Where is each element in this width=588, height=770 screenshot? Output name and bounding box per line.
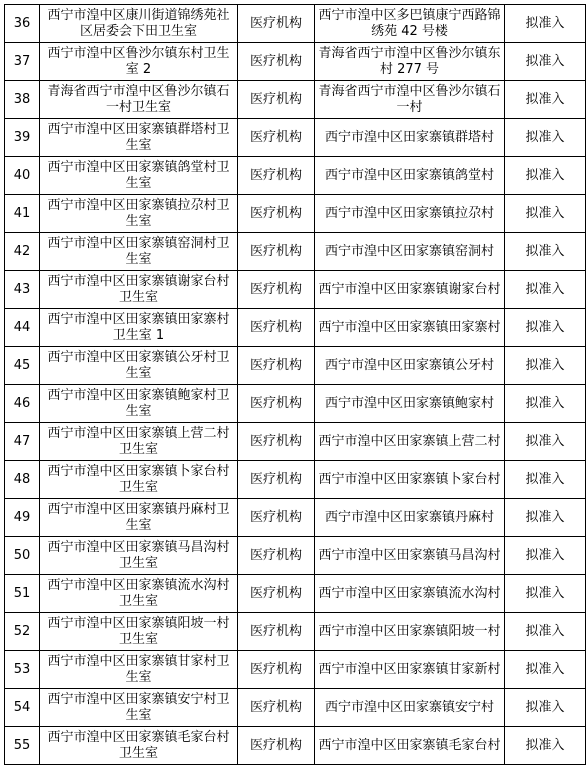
- address-cell: 西宁市湟中区田家寨镇公牙村: [315, 347, 505, 385]
- address-cell: 西宁市湟中区田家寨镇鲍家村: [315, 385, 505, 423]
- table-row: [5, 195, 586, 233]
- institution-type-cell: 医疗机构: [238, 537, 315, 575]
- institution-table: [4, 4, 586, 765]
- address-cell: 西宁市湟中区田家寨镇拉尕村: [315, 195, 505, 233]
- row-number-cell: 54: [5, 689, 40, 727]
- address-cell: 西宁市湟中区田家寨镇甘家新村: [315, 651, 505, 689]
- institution-type-cell: 医疗机构: [238, 5, 315, 43]
- institution-name-cell: 西宁市湟中区田家寨镇田家寨村卫生室 1: [40, 309, 238, 347]
- institution-name-cell: 西宁市湟中区田家寨镇阳坡一村卫生室: [40, 613, 238, 651]
- status-cell: 拟准入: [505, 347, 586, 385]
- table-row: [5, 309, 586, 347]
- table-row: [5, 347, 586, 385]
- status-cell: 拟准入: [505, 233, 586, 271]
- institution-type-cell: 医疗机构: [238, 613, 315, 651]
- row-number-cell: 46: [5, 385, 40, 423]
- status-cell: 拟准入: [505, 613, 586, 651]
- table-row: [5, 689, 586, 727]
- status-cell: 拟准入: [505, 461, 586, 499]
- table-row: [5, 537, 586, 575]
- address-cell: 西宁市湟中区田家寨镇田家寨村: [315, 309, 505, 347]
- table-row: [5, 233, 586, 271]
- row-number-cell: 36: [5, 5, 40, 43]
- table-row: [5, 43, 586, 81]
- row-number-cell: 50: [5, 537, 40, 575]
- row-number-cell: 53: [5, 651, 40, 689]
- row-number-cell: 48: [5, 461, 40, 499]
- table-row: [5, 651, 586, 689]
- address-cell: 西宁市湟中区田家寨镇流水沟村: [315, 575, 505, 613]
- row-number-cell: 45: [5, 347, 40, 385]
- institution-name-cell: 西宁市湟中区田家寨镇卜家台村卫生室: [40, 461, 238, 499]
- table-row: [5, 613, 586, 651]
- institution-name-cell: 西宁市湟中区田家寨镇毛家台村卫生室: [40, 727, 238, 765]
- address-cell: 西宁市湟中区田家寨镇丹麻村: [315, 499, 505, 537]
- institution-name-cell: 西宁市湟中区田家寨镇马昌沟村卫生室: [40, 537, 238, 575]
- institution-name-cell: 西宁市湟中区田家寨镇丹麻村卫生室: [40, 499, 238, 537]
- institution-name-cell: 西宁市湟中区田家寨镇上营二村卫生室: [40, 423, 238, 461]
- status-cell: 拟准入: [505, 727, 586, 765]
- institution-name-cell: 西宁市湟中区田家寨镇拉尕村卫生室: [40, 195, 238, 233]
- institution-name-cell: 青海省西宁市湟中区鲁沙尔镇石一村卫生室: [40, 81, 238, 119]
- table-row: [5, 5, 586, 43]
- row-number-cell: 49: [5, 499, 40, 537]
- status-cell: 拟准入: [505, 43, 586, 81]
- institution-name-cell: 西宁市湟中区田家寨镇安宁村卫生室: [40, 689, 238, 727]
- row-number-cell: 41: [5, 195, 40, 233]
- institution-name-cell: 西宁市湟中区康川街道锦绣苑社区居委会下田卫生室: [40, 5, 238, 43]
- status-cell: 拟准入: [505, 423, 586, 461]
- row-number-cell: 52: [5, 613, 40, 651]
- status-cell: 拟准入: [505, 5, 586, 43]
- address-cell: 西宁市湟中区田家寨镇马昌沟村: [315, 537, 505, 575]
- address-cell: 青海省西宁市湟中区鲁沙尔镇东村 277 号: [315, 43, 505, 81]
- address-cell: 西宁市湟中区田家寨镇卜家台村: [315, 461, 505, 499]
- address-cell: 青海省西宁市湟中区鲁沙尔镇石一村: [315, 81, 505, 119]
- address-cell: 西宁市湟中区田家寨镇鸽堂村: [315, 157, 505, 195]
- status-cell: 拟准入: [505, 271, 586, 309]
- table-row: [5, 423, 586, 461]
- address-cell: 西宁市湟中区田家寨镇上营二村: [315, 423, 505, 461]
- row-number-cell: 44: [5, 309, 40, 347]
- status-cell: 拟准入: [505, 309, 586, 347]
- row-number-cell: 55: [5, 727, 40, 765]
- institution-type-cell: 医疗机构: [238, 727, 315, 765]
- table-row: [5, 461, 586, 499]
- table-row: [5, 81, 586, 119]
- row-number-cell: 47: [5, 423, 40, 461]
- institution-type-cell: 医疗机构: [238, 309, 315, 347]
- row-number-cell: 43: [5, 271, 40, 309]
- institution-name-cell: 西宁市湟中区鲁沙尔镇东村卫生室 2: [40, 43, 238, 81]
- institution-name-cell: 西宁市湟中区田家寨镇公牙村卫生室: [40, 347, 238, 385]
- address-cell: 西宁市湟中区田家寨镇谢家台村: [315, 271, 505, 309]
- address-cell: 西宁市湟中区田家寨镇安宁村: [315, 689, 505, 727]
- institution-type-cell: 医疗机构: [238, 689, 315, 727]
- institution-name-cell: 西宁市湟中区田家寨镇鸽堂村卫生室: [40, 157, 238, 195]
- institution-type-cell: 医疗机构: [238, 575, 315, 613]
- table-row: [5, 385, 586, 423]
- institution-type-cell: 医疗机构: [238, 423, 315, 461]
- institution-type-cell: 医疗机构: [238, 81, 315, 119]
- status-cell: 拟准入: [505, 499, 586, 537]
- institution-name-cell: 西宁市湟中区田家寨镇窑洞村卫生室: [40, 233, 238, 271]
- address-cell: 西宁市湟中区田家寨镇阳坡一村: [315, 613, 505, 651]
- institution-type-cell: 医疗机构: [238, 119, 315, 157]
- address-cell: 西宁市湟中区田家寨镇毛家台村: [315, 727, 505, 765]
- address-cell: 西宁市湟中区田家寨镇窑洞村: [315, 233, 505, 271]
- row-number-cell: 39: [5, 119, 40, 157]
- status-cell: 拟准入: [505, 575, 586, 613]
- status-cell: 拟准入: [505, 195, 586, 233]
- institution-type-cell: 医疗机构: [238, 271, 315, 309]
- institution-type-cell: 医疗机构: [238, 233, 315, 271]
- table-row: [5, 727, 586, 765]
- status-cell: 拟准入: [505, 81, 586, 119]
- table-body: [5, 5, 586, 765]
- institution-type-cell: 医疗机构: [238, 461, 315, 499]
- institution-type-cell: 医疗机构: [238, 43, 315, 81]
- status-cell: 拟准入: [505, 689, 586, 727]
- table-row: [5, 119, 586, 157]
- status-cell: 拟准入: [505, 157, 586, 195]
- status-cell: 拟准入: [505, 119, 586, 157]
- table-row: [5, 575, 586, 613]
- row-number-cell: 42: [5, 233, 40, 271]
- row-number-cell: 38: [5, 81, 40, 119]
- institution-type-cell: 医疗机构: [238, 347, 315, 385]
- table-row: [5, 499, 586, 537]
- institution-name-cell: 西宁市湟中区田家寨镇甘家村卫生室: [40, 651, 238, 689]
- table-row: [5, 157, 586, 195]
- status-cell: 拟准入: [505, 651, 586, 689]
- institution-type-cell: 医疗机构: [238, 499, 315, 537]
- row-number-cell: 40: [5, 157, 40, 195]
- institution-type-cell: 医疗机构: [238, 651, 315, 689]
- status-cell: 拟准入: [505, 537, 586, 575]
- institution-type-cell: 医疗机构: [238, 157, 315, 195]
- institution-name-cell: 西宁市湟中区田家寨镇群塔村卫生室: [40, 119, 238, 157]
- table-row: [5, 271, 586, 309]
- row-number-cell: 51: [5, 575, 40, 613]
- institution-name-cell: 西宁市湟中区田家寨镇鲍家村卫生室: [40, 385, 238, 423]
- institution-type-cell: 医疗机构: [238, 195, 315, 233]
- institution-name-cell: 西宁市湟中区田家寨镇谢家台村卫生室: [40, 271, 238, 309]
- status-cell: 拟准入: [505, 385, 586, 423]
- row-number-cell: 37: [5, 43, 40, 81]
- address-cell: 西宁市湟中区田家寨镇群塔村: [315, 119, 505, 157]
- address-cell: 西宁市湟中区多巴镇康宁西路锦绣苑 42 号楼: [315, 5, 505, 43]
- institution-name-cell: 西宁市湟中区田家寨镇流水沟村卫生室: [40, 575, 238, 613]
- institution-type-cell: 医疗机构: [238, 385, 315, 423]
